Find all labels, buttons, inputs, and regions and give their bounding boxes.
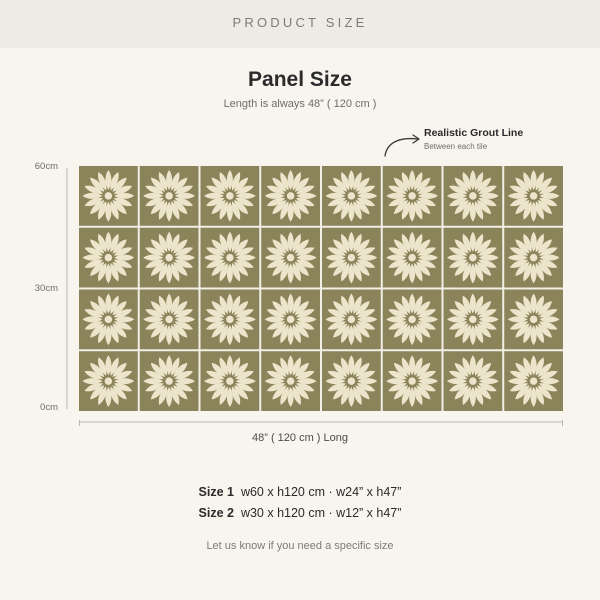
flower-icon <box>447 170 499 222</box>
tile <box>322 228 381 288</box>
tile <box>140 290 199 350</box>
tile <box>140 166 199 226</box>
tile <box>322 351 381 411</box>
tile <box>140 351 199 411</box>
tile <box>383 351 442 411</box>
curved-arrow-icon <box>378 130 424 160</box>
tile <box>322 166 381 226</box>
flower-icon <box>508 232 560 284</box>
tile <box>261 351 320 411</box>
flower-icon <box>386 170 438 222</box>
tile <box>79 228 138 288</box>
flower-icon <box>204 232 256 284</box>
flower-icon <box>265 232 317 284</box>
tile <box>261 228 320 288</box>
tile <box>201 351 260 411</box>
flower-icon <box>386 355 438 407</box>
tile <box>79 351 138 411</box>
size-2-label: Size 2 <box>198 506 234 520</box>
flower-icon <box>204 170 256 222</box>
grout-callout-subtitle: Between each tile <box>424 142 488 151</box>
flower-icon <box>265 170 317 222</box>
tile <box>504 166 563 226</box>
flower-icon <box>265 294 317 346</box>
header-bar <box>0 0 600 48</box>
tile <box>201 166 260 226</box>
flower-icon <box>204 294 256 346</box>
footer-note: Let us know if you need a specific size <box>206 540 394 552</box>
height-axis-line <box>66 168 68 409</box>
flower-icon <box>83 294 135 346</box>
flower-icon <box>447 355 499 407</box>
tile <box>504 290 563 350</box>
header-title: PRODUCT SIZE <box>232 15 368 30</box>
flower-icon <box>143 232 195 284</box>
tile <box>444 351 503 411</box>
flower-icon <box>326 232 378 284</box>
tile-panel <box>79 166 563 411</box>
tile <box>383 290 442 350</box>
flower-icon <box>508 170 560 222</box>
length-rule <box>79 420 563 428</box>
flower-icon <box>386 232 438 284</box>
tile <box>383 166 442 226</box>
length-label: 48” ( 120 cm ) Long <box>252 432 348 444</box>
tile <box>504 228 563 288</box>
flower-icon <box>83 232 135 284</box>
flower-icon <box>143 294 195 346</box>
flower-icon <box>326 355 378 407</box>
flower-icon <box>143 355 195 407</box>
flower-icon <box>265 355 317 407</box>
size-1-line <box>0 485 600 499</box>
flower-icon <box>508 355 560 407</box>
tile <box>444 166 503 226</box>
size-1-label: Size 1 <box>198 485 234 499</box>
panel-title: Panel Size <box>248 68 352 91</box>
tile <box>261 166 320 226</box>
tile <box>201 228 260 288</box>
tile <box>261 290 320 350</box>
tile <box>140 228 199 288</box>
tile <box>444 228 503 288</box>
flower-icon <box>508 294 560 346</box>
tile <box>79 290 138 350</box>
size-2-line <box>0 506 600 520</box>
grout-callout-title: Realistic Grout Line <box>424 127 524 139</box>
flower-icon <box>447 294 499 346</box>
height-label-bottom: 0cm <box>40 402 58 413</box>
flower-icon <box>204 355 256 407</box>
flower-icon <box>326 170 378 222</box>
size-2-value: w30 x h120 cm · w12” x h47” <box>240 506 402 520</box>
tile <box>383 228 442 288</box>
tile <box>322 290 381 350</box>
height-label-top: 60cm <box>34 161 58 172</box>
flower-icon <box>386 294 438 346</box>
flower-icon <box>143 170 195 222</box>
tile <box>201 290 260 350</box>
panel-subtitle: Length is always 48” ( 120 cm ) <box>223 98 377 110</box>
flower-icon <box>83 170 135 222</box>
tile <box>444 290 503 350</box>
height-label-middle: 30cm <box>34 283 58 294</box>
tile <box>504 351 563 411</box>
flower-icon <box>83 355 135 407</box>
flower-icon <box>447 232 499 284</box>
size-1-value: w60 x h120 cm · w24” x h47” <box>240 485 402 499</box>
flower-icon <box>326 294 378 346</box>
tile <box>79 166 138 226</box>
